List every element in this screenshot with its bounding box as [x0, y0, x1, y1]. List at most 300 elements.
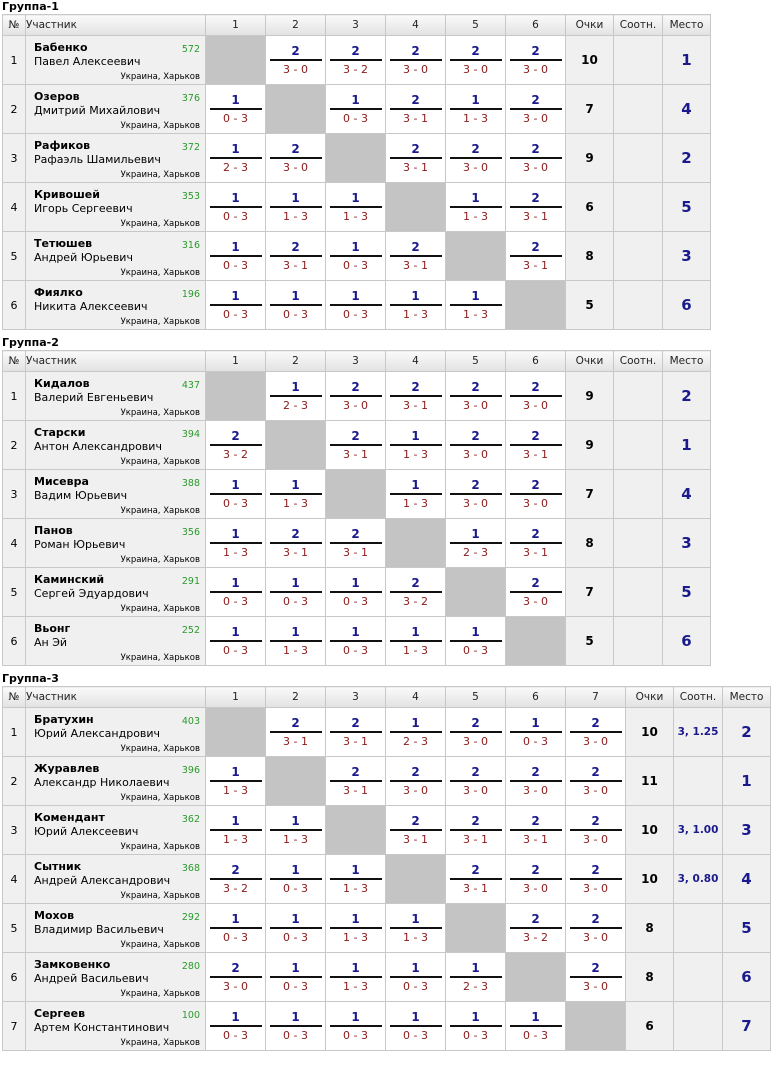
row-number: 4 [3, 855, 26, 904]
match-score: 3 - 1 [283, 735, 308, 748]
self-match-cell [326, 470, 386, 519]
match-result-cell[interactable] [386, 281, 446, 330]
match-points: 2 [531, 240, 540, 254]
match-score: 3 - 0 [523, 112, 548, 125]
match-result-cell[interactable] [326, 232, 386, 281]
result-divider [390, 493, 442, 495]
result-divider [450, 157, 502, 159]
player-cell[interactable] [26, 85, 206, 134]
match-result-cell[interactable] [206, 134, 266, 183]
match-points: 1 [471, 1010, 480, 1024]
result-divider [210, 829, 262, 831]
match-result-cell[interactable] [566, 953, 626, 1002]
row-number: 3 [3, 470, 26, 519]
result-divider [450, 976, 502, 978]
match-points: 2 [471, 380, 480, 394]
player-cell[interactable] [26, 757, 206, 806]
match-result-cell[interactable] [206, 904, 266, 953]
match-result-cell[interactable] [266, 281, 326, 330]
match-points: 1 [351, 240, 360, 254]
result-divider [450, 542, 502, 544]
match-result-cell[interactable] [446, 183, 506, 232]
match-points: 1 [231, 93, 240, 107]
match-result-cell[interactable] [566, 855, 626, 904]
match-score: 3 - 0 [523, 161, 548, 174]
self-match-cell [446, 232, 506, 281]
header-opponent-2: 2 [266, 687, 326, 708]
final-place: 5 [663, 183, 711, 232]
result-divider [390, 59, 442, 61]
final-place: 2 [663, 372, 711, 421]
match-result-cell[interactable] [326, 281, 386, 330]
player-cell[interactable] [26, 232, 206, 281]
match-result-cell[interactable] [386, 372, 446, 421]
match-result-cell[interactable] [326, 421, 386, 470]
match-result-cell[interactable] [326, 617, 386, 666]
match-points: 2 [531, 527, 540, 541]
player-first-name: Рафаэль Шамильевич [34, 153, 161, 166]
match-score: 3 - 1 [463, 882, 488, 895]
result-divider [210, 255, 262, 257]
match-result-cell[interactable] [386, 232, 446, 281]
match-result-cell[interactable] [266, 232, 326, 281]
match-result-cell[interactable] [266, 617, 326, 666]
match-score: 3 - 0 [523, 497, 548, 510]
result-divider [450, 640, 502, 642]
match-result-cell[interactable] [206, 85, 266, 134]
player-last-name: Озеров [34, 90, 80, 103]
player-cell[interactable] [26, 421, 206, 470]
player-rating: 362 [181, 814, 200, 825]
match-result-cell[interactable] [206, 757, 266, 806]
match-result-cell[interactable] [446, 855, 506, 904]
match-score: 1 - 3 [283, 210, 308, 223]
result-divider [330, 108, 382, 110]
player-row [3, 568, 711, 617]
match-result-cell[interactable] [206, 1002, 266, 1051]
player-location: Украина, Харьков [120, 940, 200, 950]
match-score: 1 - 3 [343, 210, 368, 223]
final-place: 3 [663, 519, 711, 568]
player-cell[interactable] [26, 568, 206, 617]
match-points: 1 [291, 380, 300, 394]
match-result-cell[interactable] [266, 519, 326, 568]
player-location: Украина, Харьков [120, 989, 200, 999]
player-cell[interactable] [26, 36, 206, 85]
match-result-cell[interactable] [206, 281, 266, 330]
match-score: 1 - 3 [343, 980, 368, 993]
match-result-cell[interactable] [266, 708, 326, 757]
match-points: 1 [351, 912, 360, 926]
ratio-value [614, 134, 663, 183]
player-last-name: Мисевра [34, 475, 89, 488]
match-score: 0 - 3 [523, 1029, 548, 1042]
match-result-cell[interactable] [326, 85, 386, 134]
total-points: 8 [566, 232, 614, 281]
match-result-cell[interactable] [206, 232, 266, 281]
match-points: 2 [591, 765, 600, 779]
match-result-cell[interactable] [506, 372, 566, 421]
result-divider [450, 108, 502, 110]
header-ratio: Соотн. [614, 351, 663, 372]
ratio-value [614, 568, 663, 617]
match-points: 1 [471, 93, 480, 107]
match-result-cell[interactable] [446, 617, 506, 666]
row-number: 3 [3, 134, 26, 183]
total-points: 10 [626, 708, 674, 757]
match-result-cell[interactable] [506, 421, 566, 470]
match-score: 3 - 0 [463, 784, 488, 797]
total-points: 7 [566, 85, 614, 134]
match-result-cell[interactable] [386, 953, 446, 1002]
match-result-cell[interactable] [446, 953, 506, 1002]
match-result-cell[interactable] [326, 519, 386, 568]
match-result-cell[interactable] [446, 1002, 506, 1051]
ratio-value [674, 904, 723, 953]
ratio-value: 3, 0.80 [674, 855, 723, 904]
match-result-cell[interactable] [206, 421, 266, 470]
row-number: 6 [3, 617, 26, 666]
player-location: Украина, Харьков [120, 653, 200, 663]
player-cell[interactable] [26, 1002, 206, 1051]
match-score: 3 - 0 [583, 980, 608, 993]
player-first-name: Никита Алексеевич [34, 300, 148, 313]
match-result-cell[interactable] [506, 183, 566, 232]
result-divider [390, 927, 442, 929]
match-points: 1 [291, 814, 300, 828]
match-points: 2 [411, 142, 420, 156]
match-result-cell[interactable] [566, 806, 626, 855]
match-result-cell[interactable] [326, 183, 386, 232]
match-score: 1 - 3 [463, 210, 488, 223]
match-score: 0 - 3 [223, 595, 248, 608]
player-location: Украина, Харьков [120, 317, 200, 327]
match-points: 1 [351, 1010, 360, 1024]
match-result-cell[interactable] [446, 470, 506, 519]
result-divider [270, 731, 322, 733]
match-score: 3 - 1 [283, 546, 308, 559]
match-points: 1 [351, 863, 360, 877]
match-result-cell[interactable] [446, 36, 506, 85]
match-result-cell[interactable] [206, 953, 266, 1002]
player-cell[interactable] [26, 183, 206, 232]
player-cell[interactable] [26, 806, 206, 855]
final-place: 4 [663, 470, 711, 519]
result-divider [390, 731, 442, 733]
match-points: 1 [291, 912, 300, 926]
result-divider [510, 157, 562, 159]
player-first-name: Юрий Александрович [34, 727, 161, 740]
match-result-cell[interactable] [266, 904, 326, 953]
match-score: 3 - 1 [403, 161, 428, 174]
match-result-cell[interactable] [206, 806, 266, 855]
self-match-cell [266, 421, 326, 470]
player-cell[interactable] [26, 134, 206, 183]
match-score: 0 - 3 [283, 931, 308, 944]
player-cell[interactable] [26, 372, 206, 421]
match-result-cell[interactable] [326, 855, 386, 904]
match-points: 2 [471, 765, 480, 779]
header-opponent-4: 4 [386, 351, 446, 372]
match-points: 2 [471, 716, 480, 730]
match-score: 3 - 0 [463, 497, 488, 510]
match-result-cell[interactable] [506, 855, 566, 904]
match-result-cell[interactable] [326, 568, 386, 617]
result-divider [390, 108, 442, 110]
match-points: 1 [231, 814, 240, 828]
match-result-cell[interactable] [386, 36, 446, 85]
group-title: Группа-2 [2, 336, 59, 349]
header-opponent-6: 6 [506, 351, 566, 372]
self-match-cell [326, 806, 386, 855]
match-result-cell[interactable] [506, 36, 566, 85]
header-opponent-6: 6 [506, 15, 566, 36]
match-result-cell[interactable] [446, 757, 506, 806]
player-cell[interactable] [26, 855, 206, 904]
match-points: 2 [531, 814, 540, 828]
player-first-name: Павел Алексеевич [34, 55, 141, 68]
result-divider [270, 542, 322, 544]
match-result-cell[interactable] [446, 281, 506, 330]
player-first-name: Дмитрий Михайлович [34, 104, 161, 117]
match-result-cell[interactable] [506, 134, 566, 183]
player-cell[interactable] [26, 281, 206, 330]
match-result-cell[interactable] [266, 806, 326, 855]
match-score: 0 - 3 [403, 1029, 428, 1042]
player-first-name: Вадим Юрьевич [34, 489, 128, 502]
ratio-value [614, 519, 663, 568]
player-last-name: Рафиков [34, 139, 91, 152]
match-result-cell[interactable] [206, 568, 266, 617]
match-result-cell[interactable] [326, 757, 386, 806]
result-divider [450, 878, 502, 880]
result-divider [450, 829, 502, 831]
match-points: 2 [411, 93, 420, 107]
match-result-cell[interactable] [506, 904, 566, 953]
match-result-cell[interactable] [506, 85, 566, 134]
match-result-cell[interactable] [386, 757, 446, 806]
match-result-cell[interactable] [386, 806, 446, 855]
match-result-cell[interactable] [326, 904, 386, 953]
match-result-cell[interactable] [506, 470, 566, 519]
match-points: 2 [411, 240, 420, 254]
player-rating: 372 [181, 142, 200, 153]
player-cell[interactable] [26, 470, 206, 519]
match-points: 2 [231, 961, 240, 975]
match-result-cell[interactable] [566, 757, 626, 806]
match-score: 2 - 3 [223, 161, 248, 174]
match-result-cell[interactable] [206, 470, 266, 519]
match-points: 1 [411, 1010, 420, 1024]
player-location: Украина, Харьков [120, 121, 200, 131]
match-points: 2 [471, 44, 480, 58]
result-divider [510, 780, 562, 782]
match-points: 1 [231, 191, 240, 205]
match-result-cell[interactable] [446, 85, 506, 134]
player-cell[interactable] [26, 519, 206, 568]
result-divider [390, 780, 442, 782]
player-rating: 572 [181, 44, 200, 55]
result-divider [570, 780, 622, 782]
match-result-cell[interactable] [506, 568, 566, 617]
match-result-cell[interactable] [506, 232, 566, 281]
match-score: 2 - 3 [403, 735, 428, 748]
match-result-cell[interactable] [386, 134, 446, 183]
match-result-cell[interactable] [506, 1002, 566, 1051]
final-place: 1 [663, 421, 711, 470]
match-result-cell[interactable] [446, 708, 506, 757]
match-result-cell[interactable] [266, 855, 326, 904]
match-points: 2 [531, 142, 540, 156]
match-result-cell[interactable] [446, 519, 506, 568]
player-cell[interactable] [26, 953, 206, 1002]
match-result-cell[interactable] [266, 470, 326, 519]
result-divider [390, 976, 442, 978]
match-result-cell[interactable] [566, 904, 626, 953]
header-opponent-1: 1 [206, 351, 266, 372]
result-divider [330, 731, 382, 733]
player-location: Украина, Харьков [120, 506, 200, 516]
match-points: 2 [471, 478, 480, 492]
match-result-cell[interactable] [326, 1002, 386, 1051]
match-result-cell[interactable] [266, 1002, 326, 1051]
player-last-name: Старски [34, 426, 86, 439]
player-row [3, 232, 711, 281]
match-result-cell[interactable] [326, 36, 386, 85]
match-result-cell[interactable] [566, 708, 626, 757]
match-result-cell[interactable] [266, 568, 326, 617]
match-result-cell[interactable] [386, 1002, 446, 1051]
match-result-cell[interactable] [446, 806, 506, 855]
result-divider [450, 1025, 502, 1027]
header-points: Очки [626, 687, 674, 708]
match-points: 1 [231, 478, 240, 492]
result-divider [510, 395, 562, 397]
result-divider [330, 395, 382, 397]
match-result-cell[interactable] [386, 568, 446, 617]
match-result-cell[interactable] [446, 372, 506, 421]
player-first-name: Антон Александрович [34, 440, 162, 453]
match-result-cell[interactable] [446, 134, 506, 183]
player-cell[interactable] [26, 708, 206, 757]
total-points: 7 [566, 568, 614, 617]
result-divider [570, 731, 622, 733]
match-score: 3 - 1 [403, 833, 428, 846]
total-points: 9 [566, 372, 614, 421]
match-result-cell[interactable] [266, 183, 326, 232]
match-result-cell[interactable] [206, 855, 266, 904]
match-points: 1 [351, 289, 360, 303]
match-result-cell[interactable] [266, 953, 326, 1002]
match-score: 3 - 0 [583, 833, 608, 846]
player-cell[interactable] [26, 904, 206, 953]
total-points: 6 [566, 183, 614, 232]
player-cell[interactable] [26, 617, 206, 666]
result-divider [270, 640, 322, 642]
match-score: 2 - 3 [283, 399, 308, 412]
result-divider [330, 304, 382, 306]
match-points: 2 [351, 380, 360, 394]
match-score: 3 - 1 [523, 210, 548, 223]
player-last-name: Комендант [34, 811, 105, 824]
match-result-cell[interactable] [506, 806, 566, 855]
match-result-cell[interactable] [386, 708, 446, 757]
match-result-cell[interactable] [446, 421, 506, 470]
result-divider [390, 395, 442, 397]
match-result-cell[interactable] [326, 708, 386, 757]
header-opponent-3: 3 [326, 15, 386, 36]
player-last-name: Мохов [34, 909, 75, 922]
player-row [3, 183, 711, 232]
match-score: 3 - 2 [343, 63, 368, 76]
match-score: 3 - 1 [523, 833, 548, 846]
header-num: № [3, 15, 26, 36]
match-result-cell[interactable] [206, 519, 266, 568]
match-result-cell[interactable] [506, 519, 566, 568]
match-result-cell[interactable] [206, 617, 266, 666]
match-result-cell[interactable] [326, 953, 386, 1002]
result-divider [330, 206, 382, 208]
result-divider [510, 493, 562, 495]
result-divider [210, 1025, 262, 1027]
player-last-name: Кривошей [34, 188, 100, 201]
match-result-cell[interactable] [266, 134, 326, 183]
player-row [3, 855, 771, 904]
match-score: 3 - 2 [223, 882, 248, 895]
group-section [0, 0, 778, 336]
ratio-value [674, 1002, 723, 1051]
match-score: 3 - 1 [283, 259, 308, 272]
player-last-name: Замковенко [34, 958, 111, 971]
match-score: 3 - 1 [523, 448, 548, 461]
match-result-cell[interactable] [386, 470, 446, 519]
result-divider [270, 59, 322, 61]
match-score: 1 - 3 [343, 931, 368, 944]
player-rating: 356 [181, 527, 200, 538]
result-divider [270, 395, 322, 397]
match-result-cell[interactable] [386, 421, 446, 470]
match-result-cell[interactable] [206, 183, 266, 232]
match-result-cell[interactable] [266, 372, 326, 421]
row-number: 4 [3, 519, 26, 568]
match-result-cell[interactable] [386, 904, 446, 953]
match-result-cell[interactable] [266, 36, 326, 85]
match-points: 2 [411, 44, 420, 58]
player-rating: 196 [181, 289, 200, 300]
match-score: 1 - 3 [403, 308, 428, 321]
result-divider [330, 1025, 382, 1027]
match-score: 3 - 0 [523, 63, 548, 76]
match-result-cell[interactable] [386, 85, 446, 134]
match-score: 3 - 1 [343, 735, 368, 748]
header-ratio: Соотн. [614, 15, 663, 36]
match-result-cell[interactable] [506, 708, 566, 757]
row-number: 1 [3, 708, 26, 757]
match-result-cell[interactable] [506, 757, 566, 806]
player-last-name: Братухин [34, 713, 94, 726]
match-points: 2 [591, 814, 600, 828]
ratio-value [614, 36, 663, 85]
result-divider [510, 1025, 562, 1027]
row-number: 6 [3, 953, 26, 1002]
player-location: Украина, Харьков [120, 219, 200, 229]
final-place: 1 [663, 36, 711, 85]
match-points: 2 [291, 527, 300, 541]
match-result-cell[interactable] [326, 372, 386, 421]
match-score: 3 - 0 [523, 784, 548, 797]
match-result-cell[interactable] [386, 617, 446, 666]
player-location: Украина, Харьков [120, 72, 200, 82]
